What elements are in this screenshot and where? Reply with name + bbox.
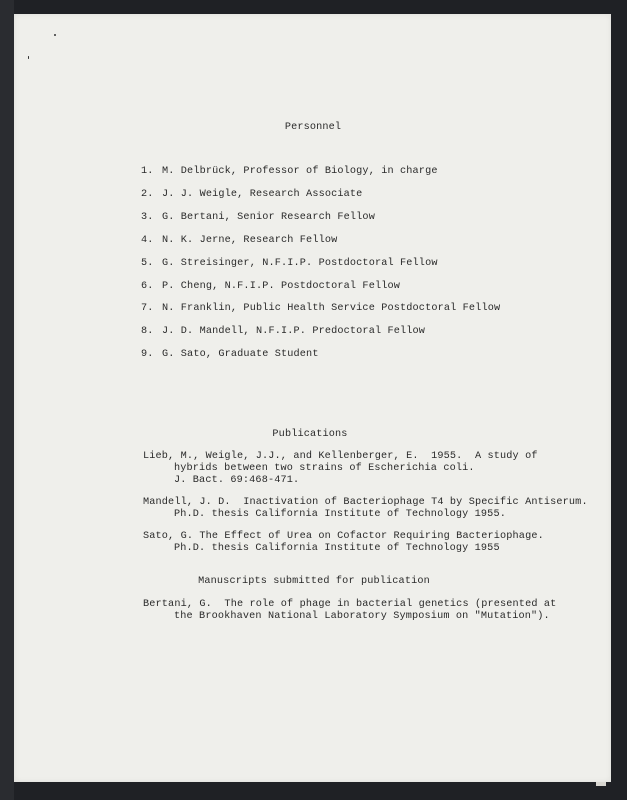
personnel-item: P. Cheng, N.F.I.P. Postdoctoral Fellow (162, 281, 401, 292)
personnel-item-number: 6. (141, 281, 154, 292)
personnel-item-number: 9. (141, 349, 154, 360)
personnel-item: J. J. Weigle, Research Associate (162, 189, 363, 200)
publication-line: Mandell, J. D. Inactivation of Bacteriophage T4 by Specific Antiserum. (143, 497, 588, 508)
manuscript-line: Bertani, G. The role of phage in bacterial genetics (presented at (143, 599, 557, 610)
publication-line: Sato, G. The Effect of Urea on Cofactor Requiring Bacteriophage. (143, 531, 544, 542)
personnel-item-number: 3. (141, 212, 154, 223)
personnel-item-number: 5. (141, 258, 154, 269)
personnel-heading: Personnel (284, 122, 342, 133)
personnel-item: N. Franklin, Public Health Service Postdoctoral Fellow (162, 303, 501, 314)
personnel-item-number: 2. (141, 189, 154, 200)
publications-heading: Publications (272, 429, 348, 440)
publication-line: Ph.D. thesis California Institute of Technology 1955 (174, 543, 500, 554)
publication-line: Lieb, M., Weigle, J.J., and Kellenberger, E. 1955. A study of (143, 451, 538, 462)
publication-line: hybrids between two strains of Escherichia coli. (174, 463, 475, 474)
personnel-item: N. K. Jerne, Research Fellow (162, 235, 338, 246)
personnel-item: M. Delbrück, Professor of Biology, in charge (162, 166, 438, 177)
personnel-item: J. D. Mandell, N.F.I.P. Predoctoral Fellow (162, 326, 426, 337)
manuscripts-heading: Manuscripts submitted for publication (198, 576, 430, 587)
personnel-item-number: 1. (141, 166, 154, 177)
personnel-item-number: 4. (141, 235, 154, 246)
personnel-item-number: 7. (141, 303, 154, 314)
ink-speck (54, 34, 56, 36)
personnel-item-number: 8. (141, 326, 154, 337)
ink-speck (28, 56, 29, 59)
personnel-item: G. Streisinger, N.F.I.P. Postdoctoral Fellow (162, 258, 438, 269)
personnel-item: G. Bertani, Senior Research Fellow (162, 212, 375, 223)
publication-line: Ph.D. thesis California Institute of Technology 1955. (174, 509, 506, 520)
personnel-item: G. Sato, Graduate Student (162, 349, 319, 360)
manuscript-line: the Brookhaven National Laboratory Symposium on "Mutation"). (174, 611, 550, 622)
scanner-background-strip (0, 0, 14, 800)
publication-line: J. Bact. 69:468-471. (174, 475, 300, 486)
